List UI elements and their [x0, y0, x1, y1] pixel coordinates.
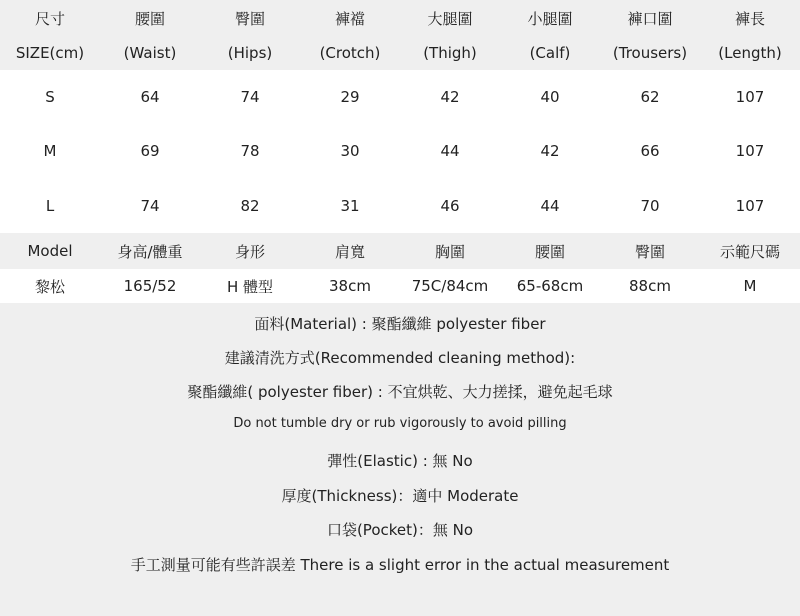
thigh-value: 44 — [440, 142, 460, 161]
crotch-value: 31 — [340, 196, 360, 215]
header-crotch — [300, 0, 400, 70]
hips-value: 88cm — [629, 277, 671, 295]
header-zh: 褲襠 — [334, 10, 365, 28]
waist-value: 64 — [140, 88, 160, 107]
hips-header: 臀圍 — [634, 242, 665, 261]
demo-size-value: M — [743, 277, 757, 295]
cleaning-zh-note: 聚酯纖維( polyester fiber) : 不宜烘乾、大力搓揉，避免起毛球 — [187, 383, 613, 401]
header-zh: 臀圍 — [234, 10, 265, 28]
waist-header: 腰圍 — [534, 242, 565, 261]
model-row — [0, 269, 800, 303]
header-size — [0, 0, 100, 70]
cleaning-title: 建議清洗方式(Recommended cleaning method): — [224, 349, 576, 367]
crotch-value: 29 — [340, 88, 360, 107]
header-zh: 尺寸 — [34, 10, 65, 28]
header-en: (Trousers) — [612, 44, 688, 62]
waist-value: 69 — [140, 142, 160, 161]
size-label: S — [45, 88, 55, 107]
calf-value: 42 — [540, 142, 560, 161]
crotch-value: 30 — [340, 142, 360, 161]
height-weight-header: 身高/體重 — [117, 242, 183, 261]
size-table — [0, 0, 800, 233]
product-notes — [0, 303, 800, 616]
header-en: (Thigh) — [423, 44, 477, 62]
material-note: 面料(Material) : 聚酯纖維 polyester fiber — [254, 315, 546, 333]
thigh-value: 46 — [440, 196, 460, 215]
length-value: 107 — [735, 142, 765, 161]
header-zh: 大腿圍 — [427, 10, 473, 28]
header-en: (Calf) — [529, 44, 571, 62]
header-zh: 褲口圍 — [627, 10, 673, 28]
demo-size-header: 示範尺碼 — [719, 242, 780, 261]
header-en: (Waist) — [123, 44, 177, 62]
length-value: 107 — [735, 196, 765, 215]
header-trousers — [600, 0, 700, 70]
header-en: (Length) — [718, 44, 782, 62]
model-header: Model — [27, 242, 73, 260]
model-name: 黎松 — [34, 277, 65, 296]
shoulder-value: 38cm — [329, 277, 371, 295]
trousers-value: 70 — [640, 196, 660, 215]
calf-value: 40 — [540, 88, 560, 107]
waist-value: 65-68cm — [516, 277, 584, 295]
shoulder-header: 肩寬 — [334, 242, 365, 261]
body-shape-value: H 體型 — [226, 277, 274, 296]
thigh-value: 42 — [440, 88, 460, 107]
model-table-header — [0, 233, 800, 269]
bust-header: 胸圍 — [434, 242, 465, 261]
trousers-value: 66 — [640, 142, 660, 161]
size-row-l — [0, 179, 800, 233]
bust-value: 75C/84cm — [411, 277, 489, 295]
header-zh: 褲長 — [734, 10, 765, 28]
waist-value: 74 — [140, 196, 160, 215]
header-zh: 小腿圍 — [527, 10, 573, 28]
length-value: 107 — [735, 88, 765, 107]
body-shape-header: 身形 — [234, 242, 265, 261]
header-zh: 腰圍 — [134, 10, 165, 28]
size-label: L — [45, 196, 55, 215]
header-en: (Crotch) — [319, 44, 381, 62]
hips-value: 74 — [240, 88, 260, 107]
header-en: SIZE(cm) — [15, 44, 85, 62]
elastic-note: 彈性(Elastic) : 無 No — [327, 452, 473, 470]
trousers-value: 62 — [640, 88, 660, 107]
hips-value: 78 — [240, 142, 260, 161]
height-weight-value: 165/52 — [123, 277, 177, 295]
size-table-header — [0, 0, 800, 70]
size-label: M — [43, 142, 57, 161]
header-en: (Hips) — [227, 44, 273, 62]
header-hips — [200, 0, 300, 70]
calf-value: 44 — [540, 196, 560, 215]
pocket-note: 口袋(Pocket)：無 No — [326, 521, 474, 539]
cleaning-en-note: Do not tumble dry or rub vigorously to avoid pilling — [233, 416, 567, 431]
header-waist — [100, 0, 200, 70]
measurement-error-note: 手工測量可能有些許誤差 There is a slight error in the actual measurement — [130, 556, 670, 574]
size-row-s — [0, 70, 800, 124]
hips-value: 82 — [240, 196, 260, 215]
header-thigh — [400, 0, 500, 70]
header-calf — [500, 0, 600, 70]
model-table — [0, 233, 800, 303]
size-row-m — [0, 124, 800, 178]
header-length — [700, 0, 800, 70]
thickness-note: 厚度(Thickness)：適中 Moderate — [281, 487, 519, 505]
